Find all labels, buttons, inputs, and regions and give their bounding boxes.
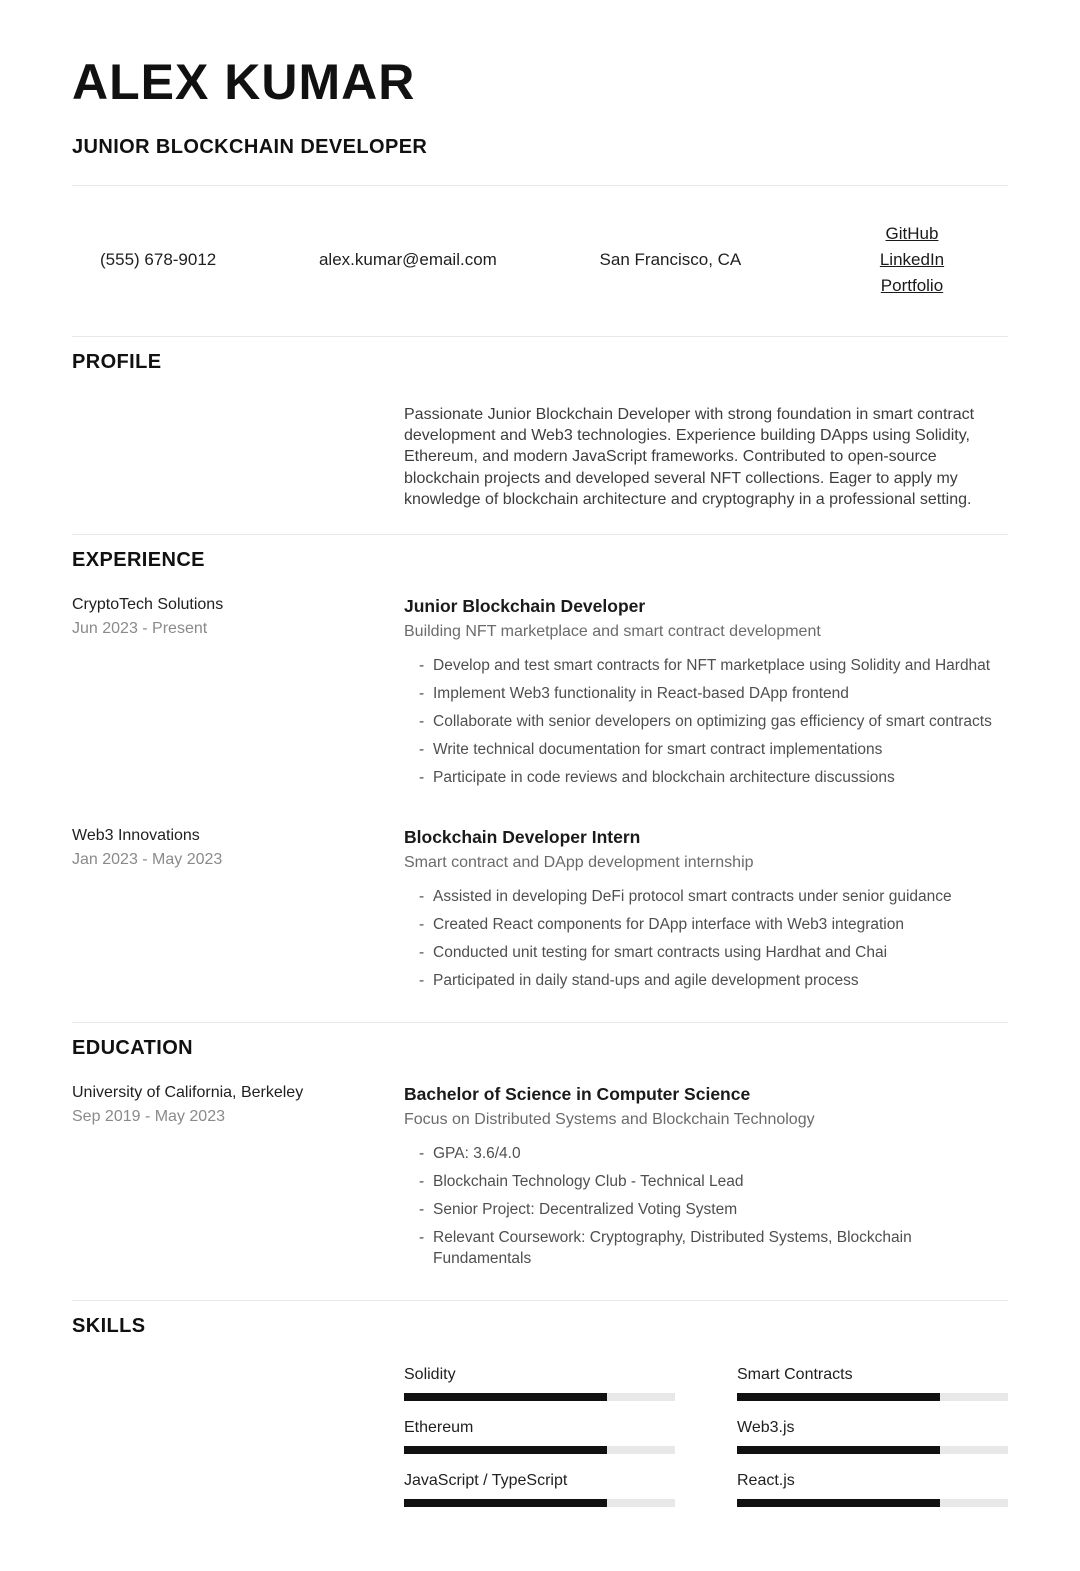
role-bullets <box>404 886 1008 991</box>
education-entry-details <box>404 1084 1008 1276</box>
role-title: Junior Blockchain Developer <box>404 596 646 617</box>
education-dates: Sep 2019 - May 2023 <box>72 1108 225 1126</box>
role-bullets <box>404 655 1008 788</box>
location-text: San Francisco, CA <box>599 250 742 269</box>
bullet-item: - Develop and test smart contracts for NFT marketplace using Solidity and Hardhat <box>404 655 994 676</box>
experience-entry <box>72 596 1008 795</box>
github-link[interactable]: GitHub <box>885 224 939 243</box>
contact-row <box>72 186 1008 336</box>
role-summary: Smart contract and DApp development internship <box>404 854 754 872</box>
education-entry <box>72 1084 1008 1276</box>
bullet-item: - Participated in daily stand-ups and agile development process <box>404 970 994 991</box>
bullet-item: - Implement Web3 functionality in React-based DApp frontend <box>404 683 994 704</box>
experience-heading: EXPERIENCE <box>72 549 205 572</box>
employment-dates: Jan 2023 - May 2023 <box>72 851 223 869</box>
portfolio-link[interactable]: Portfolio <box>880 276 944 295</box>
skills-heading: SKILLS <box>72 1315 146 1338</box>
bullet-item: - Relevant Coursework: Cryptography, Distributed Systems, Blockchain Fundamentals <box>404 1227 994 1269</box>
skill-progress-fill <box>737 1446 940 1454</box>
candidate-job-title: JUNIOR BLOCKCHAIN DEVELOPER <box>72 136 428 158</box>
profile-section <box>72 336 1008 534</box>
experience-entry-meta <box>72 827 404 998</box>
bullet-item: - Conducted unit testing for smart contracts using Hardhat and Chai <box>404 942 994 963</box>
bullet-item: - Created React components for DApp interface with Web3 integration <box>404 914 994 935</box>
school-name: University of California, Berkeley <box>72 1084 304 1102</box>
skill-name: Ethereum <box>404 1419 474 1437</box>
skill-progress-fill <box>737 1499 940 1507</box>
skill-item <box>737 1472 1008 1507</box>
skill-progress-bar <box>404 1393 675 1401</box>
email-address: alex.kumar@email.com <box>318 250 497 269</box>
linkedin-link[interactable]: LinkedIn <box>879 250 945 269</box>
degree-title: Bachelor of Science in Computer Science <box>404 1084 751 1105</box>
contact-links <box>844 224 980 296</box>
education-bullets <box>404 1143 1008 1269</box>
skill-progress-fill <box>404 1499 607 1507</box>
skill-item <box>404 1419 675 1454</box>
bullet-item: - Assisted in developing DeFi protocol smart contracts under senior guidance <box>404 886 994 907</box>
experience-entry-details <box>404 827 1008 998</box>
profile-text: Passionate Junior Blockchain Developer with strong foundation in smart contract development and Web3 technologies. Experience building DApps using Solidity, Ethereum, and modern JavaScript frameworks. Contributed to open-source blockchain projects and developed several NFT collections. Eager to apply my knowledge of blockchain architecture and cryptography in a professional setting. <box>404 406 975 508</box>
skills-grid <box>404 1366 1008 1507</box>
bullet-item: - Senior Project: Decentralized Voting System <box>404 1199 994 1220</box>
experience-entry-details <box>404 596 1008 795</box>
skill-name: Web3.js <box>737 1419 795 1437</box>
profile-heading: PROFILE <box>72 351 162 373</box>
bullet-item: - Collaborate with senior developers on optimizing gas efficiency of smart contracts <box>404 711 994 732</box>
skill-name: React.js <box>737 1472 795 1490</box>
employment-dates: Jun 2023 - Present <box>72 620 208 638</box>
skill-progress-bar <box>404 1446 675 1454</box>
skill-item <box>737 1419 1008 1454</box>
degree-summary: Focus on Distributed Systems and Blockchain Technology <box>404 1111 815 1129</box>
company-name: CryptoTech Solutions <box>72 596 224 614</box>
resume-header <box>72 55 1008 159</box>
phone-number: (555) 678-9012 <box>100 250 217 269</box>
skill-name: JavaScript / TypeScript <box>404 1472 568 1490</box>
skills-section <box>72 1300 1008 1531</box>
skill-name: Smart Contracts <box>737 1366 853 1384</box>
education-section <box>72 1022 1008 1300</box>
skill-progress-bar <box>737 1393 1008 1401</box>
experience-entry-meta <box>72 596 404 795</box>
role-summary: Building NFT marketplace and smart contract development <box>404 623 821 641</box>
profile-body <box>404 404 1008 510</box>
bullet-item: - Participate in code reviews and blockchain architecture discussions <box>404 767 994 788</box>
company-name: Web3 Innovations <box>72 827 200 845</box>
skill-item <box>737 1366 1008 1401</box>
bullet-item: - Write technical documentation for smart contract implementations <box>404 739 994 760</box>
skill-name: Solidity <box>404 1366 456 1384</box>
skill-item <box>404 1366 675 1401</box>
skill-progress-fill <box>404 1446 607 1454</box>
experience-section <box>72 534 1008 1022</box>
bullet-item: - Blockchain Technology Club - Technical Lead <box>404 1171 994 1192</box>
skill-item <box>404 1472 675 1507</box>
skill-progress-fill <box>737 1393 940 1401</box>
role-title: Blockchain Developer Intern <box>404 827 641 848</box>
experience-entry <box>72 827 1008 998</box>
skill-progress-fill <box>404 1393 607 1401</box>
skill-progress-bar <box>737 1446 1008 1454</box>
education-entry-meta <box>72 1084 404 1276</box>
education-heading: EDUCATION <box>72 1037 194 1060</box>
bullet-item: - GPA: 3.6/4.0 <box>404 1143 994 1164</box>
skill-progress-bar <box>404 1499 675 1507</box>
candidate-name: ALEX KUMAR <box>72 54 416 110</box>
skill-progress-bar <box>737 1499 1008 1507</box>
